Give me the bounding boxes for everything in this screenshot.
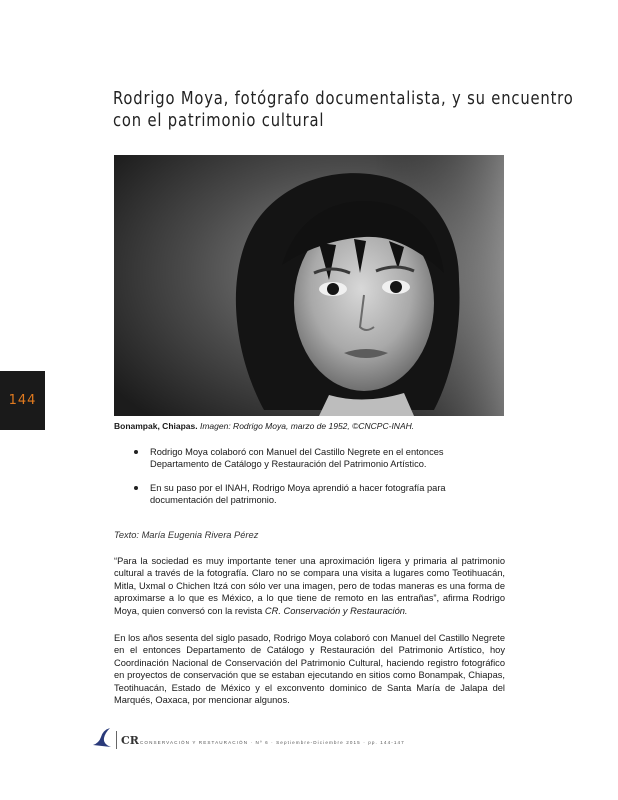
article-title-line-2: con el patrimonio cultural (113, 110, 325, 131)
footer-divider (116, 731, 117, 749)
author-line: Texto: María Eugenia Rivera Pérez (114, 530, 259, 540)
bird-logo-icon (91, 727, 113, 749)
child-portrait-illustration (114, 155, 504, 416)
journal-name: CR. Conservación y Restauración. (264, 605, 408, 616)
article-paragraph-1 (114, 555, 505, 617)
photo-caption (114, 421, 504, 432)
page-footer (88, 727, 518, 751)
article-paragraph-2: En los años sesenta del siglo pasado, Rodrigo Moya colaboró con Manuel del Castillo Negrete en el entonces Departamento de Catálogo y Restauración del Patrimonio Artístico, hoy Coordinación Nacional de Conservación del Patrimonio Cultural, haciendo registro fotográfico en proyectos de conservación que se estaban ejecutando en sitios como Bonampak, Chiapas, Teotihuacán, Estado de México y el exconvento dominico de Santa María de Jalapa del Marqués, Oaxaca, por mencionar algunos. (114, 633, 505, 706)
article-title-line-1: Rodrigo Moya, fotógrafo documentalista, y su encuentro (113, 88, 574, 109)
footer-strapline: CONSERVACIÓN Y RESTAURACIÓN · Nº 6 · Septiembre-Diciembre 2015 · pp. 144-147 (140, 740, 405, 745)
caption-place: Bonampak, Chiapas. (114, 421, 198, 431)
paragraph-1-text: “Para la sociedad es muy importante tener una aproximación ligera y primaria al patrimonio cultural a través de la fotografía. Claro no se compara una visita a lugares como Teotihuacán, Mitla, Uxmal o Chichen Itzá con sólo ver una imagen, pero de todas maneras es una forma de aproximarse a lo que es México, a lo que tiene de remoto en las entrañas”, afirma Rodrigo Moya, quien conversó con la revista (114, 556, 505, 616)
highlight-item: Rodrigo Moya colaboró con Manuel del Castillo Negrete en el entonces Departamento de Catálogo y Restauración del Patrimonio Artístico. (131, 446, 505, 471)
portrait-photo (114, 155, 504, 416)
article-title (113, 88, 574, 132)
highlights-list (131, 446, 505, 517)
journal-logo: CR (121, 734, 139, 747)
caption-credit: Imagen: Rodrigo Moya, marzo de 1952, ©CNCPC-INAH. (199, 421, 415, 431)
highlight-item: En su paso por el INAH, Rodrigo Moya aprendió a hacer fotografía para documentación del patrimonio. (131, 482, 505, 507)
page-number: 144 (8, 393, 37, 408)
page-number-tab (0, 371, 45, 430)
